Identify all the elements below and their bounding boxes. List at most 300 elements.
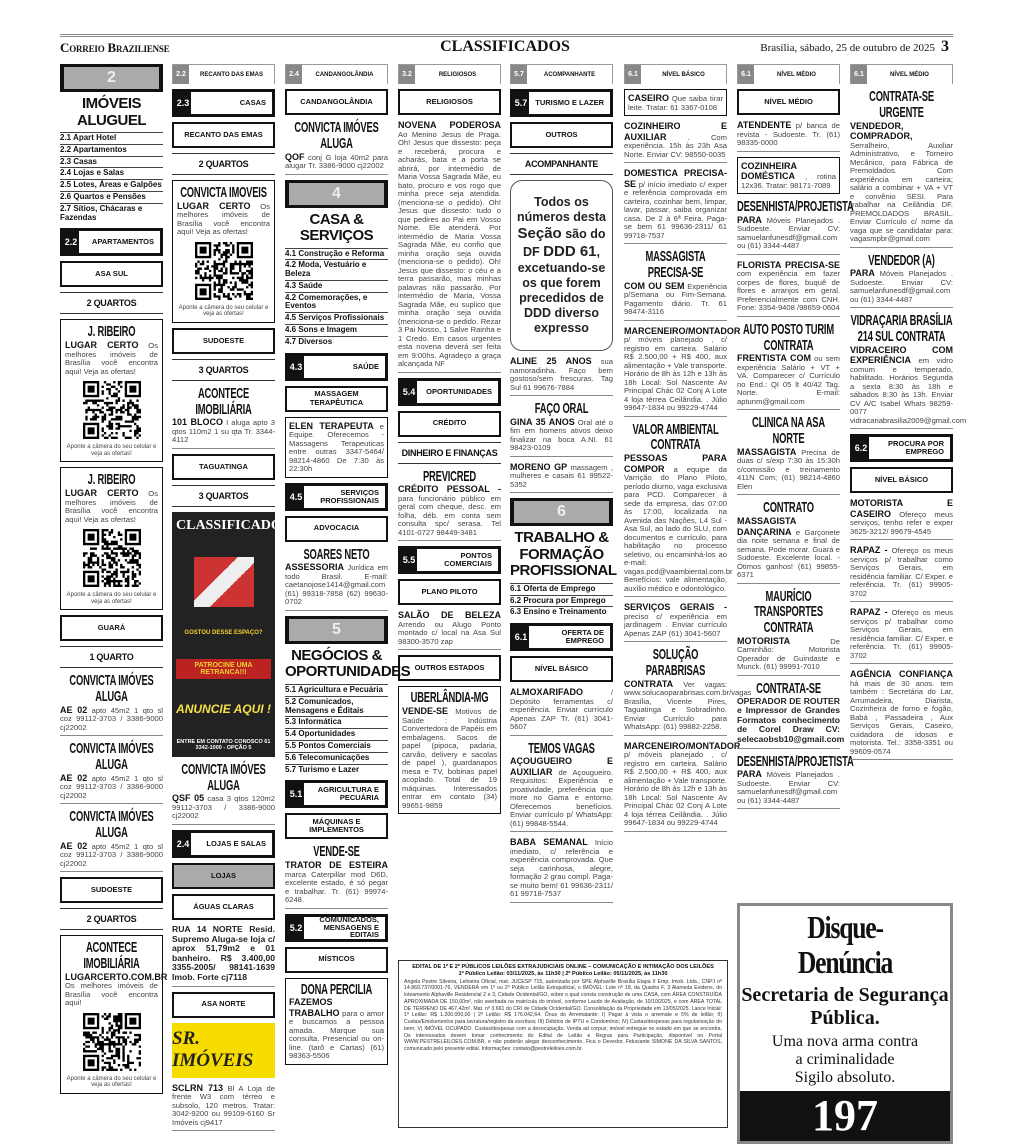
section-index-item[interactable]: 5.1 Agricultura e Pecuária: [285, 684, 388, 696]
ad-lead: PARA: [850, 268, 875, 279]
qr-code-icon[interactable]: [83, 1013, 141, 1071]
rooms-subheader: DINHEIRO E FINANÇAS: [398, 442, 501, 464]
category-label: SERVIÇOS PROFISSIONAIS: [304, 486, 385, 508]
ad-body: preciso c/ experiência em jardinagem . Enviar currículo Apenas ZAP (61) 3041-5607: [624, 611, 727, 638]
ad-lead: VENDEDOR, COMPRADOR,: [850, 120, 913, 141]
ad-lead: COM OU SEM: [624, 280, 685, 291]
section-index-item[interactable]: 5.7 Turismo e Lazer: [285, 764, 388, 776]
classified-ad: [398, 120, 501, 373]
category-number: 5.4: [402, 386, 416, 397]
ad-headline-wrap: [289, 982, 384, 998]
classified-ad: [850, 607, 953, 664]
ad-body: Os melhores imóveis de Brasília você encontra aqui! Veja as ofertas!: [65, 489, 158, 524]
ad-lead: SERVIÇOS GERAIS -: [624, 602, 727, 612]
ad-headline-wrap: [737, 500, 840, 516]
promo-question: GOSTOU DESSE ESPAÇO?: [184, 629, 263, 636]
location-header: OUTROS: [510, 122, 613, 148]
classified-ad: [737, 415, 840, 495]
ad-headline-wrap: [60, 809, 163, 841]
category-number: 5.2: [289, 922, 303, 933]
subsection-number: 2.2: [173, 65, 189, 84]
location-header: OUTROS ESTADOS: [398, 655, 501, 681]
ad-lead: DOMESTICA PRECISA-SE: [624, 168, 727, 189]
section-number-bar: [510, 498, 613, 526]
ad-body: Móveis Planejados . Sudoeste. Enviar CV: samuelanfunesdf@gmail.com ou (61) 3344-4487: [737, 215, 840, 251]
ad-headline: VIDRAÇARIA BRASÍLIA 214 SUL CONTRATA: [850, 312, 953, 345]
ad-headline-wrap: [737, 681, 840, 697]
ad-lead: LUGAR CERTO: [65, 488, 139, 499]
category-number: 6.2: [854, 443, 868, 454]
classified-ad: [850, 312, 967, 429]
ad-lead: MORENO GP: [510, 461, 568, 472]
category-header: [285, 353, 388, 381]
ad-headline-wrap: [510, 741, 613, 757]
qr-code-icon[interactable]: [195, 242, 253, 300]
ad-headline: VENDEDOR (A): [868, 251, 935, 269]
ad-body: Motivos de Saúde : Indústria Convertedora de Papéis em embalagens. Sacos de papel (pipoca, padaria, carvão, delivery e sacolas de papel ), guardanapos mesa e TV, bobinas papel acoplado. Total de 19 máquinas. Interessados entrar em contato (34) 99651-9859: [402, 707, 497, 810]
legal-notice: [398, 960, 728, 1128]
notice-text: Todos os números desta: [517, 195, 606, 224]
classified-ad: [624, 602, 727, 642]
subsection-tab: [285, 64, 388, 84]
category-header: [510, 623, 613, 651]
ad-lead: ALINE 25 ANOS: [510, 356, 592, 366]
ad-headline-wrap: [624, 249, 727, 281]
ad-headline-wrap: [624, 647, 727, 679]
classified-ad: [624, 646, 752, 736]
ad-body: Serralheiro, Auxiliar Administrativo, e Torneiro Mecânico, para Fábrica de Premoldados. Com experiência em carteira; salário a combinar + VA + VT e convênio SESI. Para trabalhar na Ceilândia DF. PREMOLDADOS BRASIL. Enviar Currículo c/ nome da vaga que se candidatar para: vagasmpbr@gmail.com: [850, 140, 953, 243]
category-header: [285, 780, 388, 808]
classified-ad: [398, 686, 501, 814]
ad-headline-wrap: [172, 762, 275, 794]
ad-headline-wrap: [624, 422, 727, 454]
classified-ad: [60, 741, 163, 804]
ad-headline-wrap: [737, 752, 854, 770]
location-header: ASA SUL: [60, 261, 163, 287]
category-header: [510, 89, 613, 117]
classified-ad: [60, 809, 163, 872]
ad-headline-wrap: [65, 472, 158, 488]
header-rule: [60, 34, 953, 37]
classified-ad: [624, 325, 741, 417]
section-index-item[interactable]: 4.5 Serviços Profissionais: [285, 312, 388, 324]
rooms-subheader: 3 QUARTOS: [172, 359, 275, 381]
subsection-number: 5.7: [511, 65, 527, 84]
category-header: [285, 483, 388, 511]
ad-lead: MASSAGISTA: [737, 446, 797, 457]
ad-lead: GINA 35 ANOS: [510, 416, 575, 427]
ad-body: ou sem experiência Salário + VT + VA. Comparecer c/ Currículo no End.: QI 05 lt 40/42 Tag. Norte. E-mail: aptunm@gmail.com: [737, 354, 840, 406]
classified-ad: [172, 386, 275, 449]
promo-title: CLASSIFICADOS: [176, 517, 290, 533]
section-index-item[interactable]: 2.4 Lojas e Salas: [60, 167, 163, 179]
classified-ad: [510, 741, 613, 833]
ad-body: p/ móveis planejado , c/ registro em carteira. Salário R$ 2.500,00 + R$ 400, aux alimentação + Vale transporte. Horário de 8h às 12h e 13h às 18h Local: Sol Nascente Av Principal Chác 02 Conj A Lote 4 loja térrea Ceilândia. . Júlio 99647-1834 ou 99229-4744: [624, 750, 727, 827]
ad-body: a equipe da Varrição do Plano Piloto, período diurno, vaga exclusiva para PCD. Comparecer à sede da empresa, das 07:00 às 17:00, localizada na Avenida das Nações, L4 Sul - Asa Sul, ao lado do SLU, com documentos e currículo, para habilitação no processo seletivo, ou encaminhá-los ao e-mail: vagas.pcd@vaambiental.com.br Benefícios: vale alimentação, auxílio médico e odontológico.: [624, 464, 733, 593]
ad-lead: PESSOAS PARA COMPOR: [624, 453, 727, 474]
classified-ad: [624, 249, 727, 321]
category-header: [398, 378, 501, 406]
subsection-label: ACOMPANHANTE: [543, 71, 596, 78]
ad-body: , rotina 12x36. Tratar: 98171-7089: [741, 172, 836, 190]
rooms-subheader: ACOMPANHANTE: [510, 153, 613, 175]
ad-text: [177, 201, 270, 237]
classified-ad: [850, 89, 953, 248]
classified-ad: [172, 762, 275, 825]
location-header: NÍVEL BÁSICO: [510, 656, 613, 682]
classified-ad: [737, 322, 840, 411]
ad-headline-wrap: [850, 89, 953, 121]
section-index-item[interactable]: 6.2 Procura por Emprego: [510, 595, 613, 607]
ad-headline-wrap: [285, 547, 388, 563]
subsection-label: NÍVEL MÉDIO: [777, 71, 816, 78]
classified-column: [510, 64, 617, 954]
ad-headline-wrap: [510, 401, 613, 417]
ad-lead: AGÊNCIA CONFIANÇA: [850, 669, 953, 680]
location-header: CANDANGOLÂNDIA: [285, 89, 388, 115]
promo-contact: ENTRE EM CONTATO CONOSCO 61 3342-1000 - OPÇÃO 5: [176, 738, 271, 751]
subsection-tab: [624, 64, 727, 84]
ad-body: conj G loja 40m2 para alugar Tr. 3386-9000 cj22002: [285, 152, 388, 170]
subsection-tab: [172, 64, 275, 84]
ad-lead: MASSAGISTA DANÇARINA: [737, 516, 797, 537]
disque-slogan: Uma nova arma contra a criminalidade Sigilo absoluto.: [771, 1033, 919, 1087]
qr-code-icon[interactable]: [83, 381, 141, 439]
ad-lead: AE 02: [60, 704, 88, 715]
ad-lead: ATENDENTE: [737, 120, 792, 130]
ad-body: p/ início imediato c/ exper e referência comprovada em carteira, cozinhar bem, limpar, lavar, passar, saiba organizar casa. De 2 à 6ª Feira. Paga-se bem 61 99636-2311/ 61 99718-7537: [624, 179, 727, 240]
category-header: [285, 914, 388, 942]
classified-ad: [398, 610, 501, 650]
ad-body: Os melhores imóveis de Brasília você encontra aqui! Veja as ofertas!: [65, 341, 158, 376]
category-label: SAÚDE: [304, 356, 385, 378]
section-index-item[interactable]: 2.6 Quartos e Pensões: [60, 191, 163, 203]
ad-lead: FAZEMOS TRABALHO: [289, 997, 340, 1018]
ad-headline-wrap: [737, 322, 840, 354]
section-index-item[interactable]: 5.2 Comunicados, Mensagens e Éditais: [285, 696, 388, 717]
ad-body: Móveis Planejados . Sudoeste. Enviar CV: samuelanfunesdf@gmail.com ou (61) 3344-4487: [737, 770, 840, 805]
ad-headline: DESENHISTA/PROJETISTA: [737, 752, 854, 770]
ad-headline: DONA PERCILIA: [300, 980, 373, 998]
section-title: IMÓVEIS ALUGUEL: [77, 95, 146, 129]
ad-headline: CONTRATO: [763, 499, 814, 517]
ad-body: Experiência p/Semana ou Fim-Semana. Pagamento diário. Tr. 61 98474-3116: [624, 281, 727, 316]
location-header: GUARÁ: [60, 615, 163, 641]
section-index-item[interactable]: 2.1 Apart Hotel: [60, 132, 163, 144]
ad-headline-wrap: [65, 324, 158, 340]
ad-lead: MOTORISTA E CASEIRO: [850, 498, 953, 519]
ad-body: para o amor e buscamos a pessoa amada. Marque sua consulta. Presencial ou on-line. (tarô e Cartas) (61) 98363-5506: [289, 1008, 384, 1061]
ad-lead: RAPAZ -: [850, 545, 888, 556]
location-header: MÁQUINAS E IMPLEMENTOS: [285, 813, 388, 839]
ad-lead: ASSESSORIA: [285, 562, 345, 573]
ad-body: casa 3 qtos 120m2 99112-3703 / 3386-9000 cj22002: [172, 794, 275, 821]
location-header: RECANTO DAS EMAS: [172, 122, 275, 148]
location-header: MÍSTICOS: [285, 947, 388, 973]
ad-body: Ofereço meus serviços, tenho refer e exper 3625-3212/ 99679-4545: [850, 509, 953, 536]
ad-headline: SOLUÇÃO PARABRISAS: [645, 646, 706, 679]
ad-body: p/ móveis planejado , c/ registro em carteira. Salário R$ 2.500,00 + R$ 400, aux alimentação + Vale transporte. Horário de 8h às 12h e 13h às 18h Local: Sol Nascente Av Principal Chác 02 Conj A Lote 4 loja térrea Ceilândia. . Júlio 99647-1834 ou 99229-4744: [624, 335, 727, 412]
classified-ad: [737, 120, 840, 152]
ad-headline-wrap: [850, 253, 953, 269]
ad-body: Início imediato, c/ referência e experiência comprovada. Que seja carinhosa, alegre, formação 2 grau compl. Paga-se muito bem! 61 99636-2311/ 61 99718-7537: [510, 838, 613, 899]
ad-body: Jurídica em todo Brasil. E-mail: caetanojose1414@gmail.com (61) 99318-7858 (62) 99630-0702: [285, 563, 388, 607]
location-header: TAGUATINGA: [172, 454, 275, 480]
section-index-item[interactable]: 4.2 Moda, Vestuário e Beleza: [285, 259, 388, 280]
ad-lead: COZINHEIRO E AUXILIAR: [624, 121, 727, 142]
category-label: TURISMO E LAZER: [529, 92, 610, 114]
ad-body: Ofereço os meus serviços p/ trabalhar como Serviços Gerais, em residência familiar. C/ Exper. e referência. Tr. (61) 99905-3702: [850, 608, 953, 660]
ad-headline: CONVICTA IMÓVES ALUGA: [69, 672, 154, 705]
classified-ad: [850, 545, 953, 602]
section-index-item[interactable]: 4.6 Sons e Imagem: [285, 324, 388, 336]
subsection-label: CANDANGOLÂNDIA: [315, 71, 374, 78]
subsection-label: RECANTO DAS EMAS: [200, 71, 263, 78]
classified-ad: [624, 89, 727, 116]
subsection-label: RELIGIOSOS: [438, 71, 477, 78]
subsection-number: 6.1: [738, 65, 754, 84]
classified-ad: [510, 401, 613, 457]
ad-body: Precisa de duas c/ s/exp 7:30 às 15:30h c/comissão e treinamento 411N Com; (61) 98214-4860 Elen: [737, 447, 840, 491]
disque-denuncia-ad: [737, 903, 953, 1144]
issue-date: Brasília, sábado, 25 de outubro de 2025: [760, 42, 935, 54]
classified-column: [172, 64, 290, 1134]
ad-headline: VALOR AMBIENTAL CONTRATA: [632, 420, 719, 454]
section-index-item[interactable]: 5.6 Telecomunicações: [285, 752, 388, 764]
section-number: 4: [289, 183, 384, 205]
megaphone-icon: [194, 557, 254, 607]
category-header: [60, 228, 163, 256]
classified-ad: [737, 589, 840, 676]
rooms-subheader: 2 QUARTOS: [172, 153, 275, 175]
category-label: PONTOS COMERCIAIS: [417, 549, 498, 571]
category-label: CASAS: [191, 92, 272, 114]
classified-ad: [624, 121, 727, 163]
ad-lead: AE 02: [60, 772, 88, 783]
classified-ad: [624, 420, 733, 598]
notice-text: Seção: [517, 225, 562, 242]
classified-ad: [510, 462, 613, 494]
ad-headline: SOARES NETO: [303, 545, 370, 563]
location-header: NÍVEL MÉDIO: [737, 89, 840, 115]
ad-body: I aluga apto 3 qtos 110m2 1 su qta Tr. 3344-4112: [172, 418, 275, 445]
category-header: [172, 89, 275, 117]
ad-headline: ACONTECE IMOBILIÁRIA: [83, 939, 140, 972]
classified-column: [398, 64, 501, 954]
ad-lead: SCLRN 713: [172, 1082, 223, 1093]
notice-text: são do DF: [523, 227, 606, 259]
ad-lead: PARA: [737, 769, 762, 780]
ad-headline: J. RIBEIRO: [87, 323, 136, 341]
location-header: ÁGUAS CLARAS: [172, 894, 275, 920]
section-title: NEGÓCIOS & OPORTUNIDADES: [285, 646, 411, 681]
ad-headline-wrap: [60, 741, 163, 773]
subsection-number: 6.1: [851, 65, 867, 84]
category-number: 6.1: [514, 632, 528, 643]
section-index-item[interactable]: 5.4 Oportunidades: [285, 728, 388, 740]
ad-headline-wrap: [850, 313, 953, 345]
ad-headline-wrap: [402, 690, 497, 706]
ad-headline-wrap: [285, 844, 388, 860]
ad-headline: UBERLÂNDIA-MG: [410, 689, 489, 707]
ad-lead: MARCENEIRO/MONTADOR: [624, 325, 741, 336]
section-index-item[interactable]: 6.1 Oferta de Emprego: [510, 583, 613, 595]
ad-lead: MARCENEIRO/MONTADOR: [624, 740, 741, 751]
category-label: APARTAMENTOS: [79, 231, 160, 253]
classified-ad: [398, 469, 501, 542]
ad-body: e Equipe. Oferecemos - Massagens Terapeuticas entre outras 3347-5464/ 98214-4860 De 7:30 às 22:30h: [289, 421, 384, 474]
promo-cta: ANUNCIE AQUI !: [176, 701, 271, 716]
rooms-subheader: 2 QUARTOS: [60, 908, 163, 930]
ad-lead: CRÉDITO PESSOAL -: [398, 484, 501, 495]
ad-headline: J. RIBEIRO: [87, 471, 136, 489]
section-index-item[interactable]: 5.5 Pontos Comerciais: [285, 740, 388, 752]
ad-headline-wrap: [60, 673, 163, 705]
ad-headline-wrap: [172, 386, 275, 418]
ad-body: sua namoradinha. Faço bem gostoso/sem frescuras. Tag Sul 61 99676-7884: [510, 357, 613, 392]
ad-headline: CONVICTA IMOVEIS: [180, 184, 267, 201]
ad-lead: VENDE-SE: [402, 706, 449, 716]
notice-text: DDD 61: [543, 243, 597, 260]
classified-column: [624, 64, 752, 954]
ad-lead: 101 BLOCO: [172, 417, 223, 428]
advertise-promo[interactable]: [172, 512, 290, 757]
ad-headline: VENDE-SE: [313, 843, 360, 861]
location-header: RELIGIOSOS: [398, 89, 501, 115]
ad-lead: MOTORISTA: [737, 635, 791, 646]
classified-ad: [510, 837, 613, 903]
ad-headline: CONTRATA-SE: [756, 679, 821, 697]
subsection-tab: [850, 64, 953, 84]
section-index-item[interactable]: 6.3 Ensino e Treinamento: [510, 606, 613, 618]
ad-body: Ofereço os meus serviços p/ trabalhar como Serviços Gerais, em residência familiar. C/ Exper. e referência. Tr. (61) 99905-3702: [850, 546, 953, 598]
section-index-item[interactable]: 5.3 Informática: [285, 716, 388, 728]
classified-ad: [737, 500, 840, 583]
ad-lead: LUGAR CERTO: [177, 200, 251, 211]
classified-ad: [285, 120, 388, 175]
ad-body: apto 45m2 1 qto sl coz 99112-3703 / 3386-9000 cj22002: [60, 841, 163, 868]
rooms-subheader: 1 QUARTO: [60, 646, 163, 668]
section-index-item[interactable]: 2.7 Sítios, Chácaras e Fazendas: [60, 203, 163, 224]
section-number-bar: [60, 64, 163, 92]
ad-lead: VIDRACEIRO COM EXPERIÊNCIA: [850, 344, 953, 366]
qr-ad: [60, 467, 163, 610]
classified-ad: [510, 356, 613, 396]
ad-body: há mais de 30 anos. tem também : Secretária do Lar, Arrumadeira, Diarista, Cozinheira de forno e fogão, Babá , Passadeira , Aux Serviços Gerais, Caseiro, cuidadora de idosos e motorista. Tel.: 3358-3351 ou 99609-0574: [850, 678, 953, 756]
section-index-item[interactable]: 4.1 Construção e Reforma: [285, 248, 388, 260]
subsection-tab: [510, 64, 613, 84]
ad-body: Oral até o fim em homens ativos deixo finalizar na boca A.NI. 61 98423-0109: [510, 417, 613, 453]
sr-imoveis-logo: SR. IMÓVEIS: [172, 1023, 275, 1078]
classified-ad: [850, 669, 953, 760]
location-header: SUDOESTE: [60, 877, 163, 903]
section-number: 6: [514, 501, 609, 523]
ad-lead: ALMOXARIFADO: [510, 687, 583, 698]
location-header: ADVOCACIA: [285, 516, 388, 542]
ad-lead: QSF 05: [172, 793, 205, 804]
classified-ad: [737, 752, 854, 810]
ad-body: Os melhores imóveis de Brasília você encontra aqui! Veja as ofertas!: [177, 201, 270, 237]
section-number: 5: [289, 619, 384, 641]
category-header: [172, 830, 275, 858]
section-index: [510, 498, 617, 618]
subsection-tab: [398, 64, 501, 84]
category-label: OPORTUNIDADES: [417, 381, 498, 403]
section-index-item[interactable]: 4.2 Comemorações, e Eventos: [285, 292, 388, 313]
classified-ad: [850, 253, 953, 309]
classified-ad: [737, 679, 845, 749]
ad-lead: QOF: [285, 151, 305, 162]
ad-lead: NOVENA PODEROSA: [398, 120, 501, 130]
ad-body: OPERADOR DE ROUTER e Impressor de Grandes Formatos conhecimento de Corel Draw CV: selecaobsb10@gmail.com: [737, 695, 845, 744]
ad-headline: CONVICTA IMÓVES ALUGA: [69, 740, 154, 773]
page-number: 3: [941, 38, 949, 55]
classified-ad: [737, 260, 840, 317]
category-number: 5.5: [402, 555, 416, 566]
ad-lead: COZINHEIRA DOMÉSTICA: [741, 160, 797, 181]
category-number: 5.1: [289, 789, 303, 800]
ad-headline-wrap: [177, 185, 270, 201]
qr-caption: Aponte a câmera do seu celular e veja as ofertas!: [66, 444, 157, 457]
section-index: [285, 616, 411, 775]
rooms-subheader: 3 QUARTOS: [172, 485, 275, 507]
ad-lead: TRATOR DE ESTEIRA: [285, 860, 388, 871]
classified-ad: [510, 687, 613, 736]
classified-column: [850, 64, 967, 898]
classified-ad: [285, 547, 388, 611]
ad-headline: CONVICTA IMÓVES ALUGA: [181, 760, 266, 794]
ad-headline: DESENHISTA/PROJETISTA: [737, 198, 854, 215]
category-label: OFERTA DE EMPREGO: [529, 626, 610, 648]
classified-ad: [850, 498, 953, 540]
section-index-item[interactable]: 2.3 Casas: [60, 156, 163, 168]
classified-column: [737, 64, 854, 898]
section-index-item[interactable]: 2.5 Lotes, Áreas e Galpões: [60, 180, 162, 190]
subsection-number: 2.4: [286, 65, 302, 84]
qr-code-icon[interactable]: [83, 529, 141, 587]
location-header: CRÉDITO: [398, 411, 501, 437]
ad-lead: BABA SEMANAL: [510, 837, 588, 848]
classified-ad: [172, 925, 275, 987]
ad-lead: SALÃO DE BELEZA: [398, 610, 501, 621]
ad-body: massagem , mulheres e casais 61 99522-5352: [510, 462, 613, 489]
category-number: 2.2: [64, 237, 78, 248]
ad-headline: FAÇO ORAL: [534, 400, 589, 417]
ad-headline: CONVICTA IMÓVES ALUGA: [294, 119, 379, 152]
ad-body: em vidro comum e temperado, habilitado. Horários Segunda a sexta 8:30 às 18h e sábados 8:30 às 13h. Enviar CV A/C Isabel Whats 98259-0077 vidracariabrasilia2009@gmail.com: [850, 356, 967, 425]
ad-body: de Açougueiro. Requisitos: Experiência e proatividade, preferência que more no Gama e entorno. Oferecemos benefícios. Enviar currículo p/ WhatsApp: (61) 99848-5544.: [510, 767, 613, 828]
classified-column: [60, 64, 168, 1134]
ad-lead: RAPAZ -: [850, 607, 888, 618]
section-number: 2: [64, 67, 159, 89]
qr-ad: [60, 319, 163, 462]
ad-headline-wrap: [285, 120, 388, 152]
section-index-item[interactable]: 2.2 Apartamentos: [60, 144, 163, 156]
classified-ad: [285, 978, 388, 1065]
qr-caption: Aponte a câmera do seu celular e veja as ofertas!: [66, 1075, 157, 1089]
section-number-bar: [285, 180, 388, 208]
section-index-item[interactable]: 4.7 Diversos: [285, 336, 388, 348]
ad-body: De Caminhão: Motorista Operador de Guindaste e Munck. (61) 99991-7010: [737, 636, 840, 672]
ad-headline: MASSAGISTA PRECISA-SE: [645, 248, 706, 281]
subsection-label: NÍVEL MÉDIO: [890, 71, 929, 78]
section-index-item[interactable]: 4.3 Saúde: [285, 280, 388, 292]
ad-headline: CONTRATA-SE URGENTE: [869, 88, 934, 121]
ad-lead: ELEN TERAPEUTA: [289, 420, 374, 431]
ad-body: p/ banca de revista - Sudoeste. Tr. (61) 98335-0000: [737, 121, 840, 147]
ad-headline: PREVICRED: [422, 467, 477, 485]
ad-headline-wrap: [737, 198, 854, 215]
